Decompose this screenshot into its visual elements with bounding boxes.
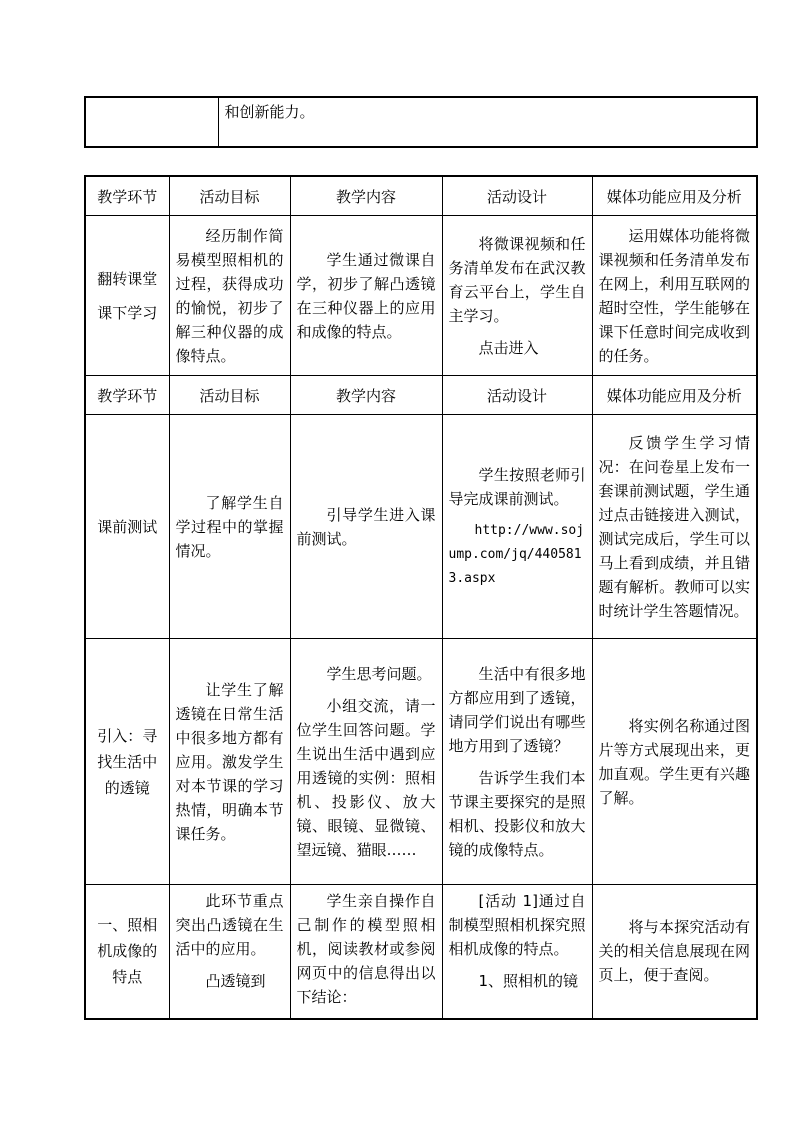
header-media: 媒体功能应用及分析 [592,176,757,216]
table-row [85,885,757,1019]
design-text: 1、照相机的镜 [478,972,579,990]
content-text: 学生亲自操作自己制作的模型照相机，阅读教材或参阅网页中的信息得出以下结论： [296,892,436,1006]
content-cell [290,415,442,639]
goal-text: 经历制作简易模型照相机的过程，获得成功的愉悦，初步了解三种仪器的成像特点。 [175,226,284,365]
stage-label: 翻转课堂课下学习 [97,269,158,322]
lesson-plan-table [84,175,758,1020]
content-cell [290,639,442,885]
design-cell [442,639,592,885]
header-content: 教学内容 [290,176,442,216]
table-row [85,97,757,147]
content-cell [290,216,442,376]
header-goal: 活动目标 [169,376,290,415]
table-header-row [85,176,757,216]
header-design: 活动设计 [442,376,592,415]
table-header-row [85,376,757,415]
media-cell [592,216,757,376]
media-text: 将实例名称通过图片等方式展现出来，更加直观。学生更有兴趣了解。 [598,716,750,807]
previous-table-fragment [84,96,758,148]
stage-label: 课前测试 [97,517,158,536]
design-cell [442,885,592,1019]
table-row [85,639,757,885]
goal-text: 让学生了解透镜在日常生活中很多地方都有应用。激发学生对本节课的学习热情，明确本节课任务。 [175,680,284,843]
goal-cell [169,885,290,1019]
goal-text: 此环节重点突出凸透镜在生活中的应用。 [175,892,284,958]
header-stage: 教学环节 [85,376,169,415]
stage-label: 引入：寻找生活中的透镜 [97,726,158,797]
header-goal: 活动目标 [169,176,290,216]
goal-text: 了解学生自学过程中的掌握情况。 [175,493,284,560]
media-text: 运用媒体功能将微课视频和任务清单发布在网上，利用互联网的超时空性，学生能够在课下任意时间完成收到的任务。 [598,226,750,365]
stage-cell [85,885,169,1019]
table-cell [85,97,218,147]
content-text: 学生通过微课自学，初步了解凸透镜在三种仪器上的应用和成像的特点。 [296,250,436,341]
design-text: [活动 1]通过自制模型照相机探究照相机成像的特点。 [448,892,586,958]
table-row [85,216,757,376]
design-cell [442,415,592,639]
content-cell [290,885,442,1019]
quiz-link[interactable]: http://www.sojump.com/jq/4405813.aspx [448,522,585,586]
design-cell [442,216,592,376]
goal-text: 凸透镜到 [205,972,266,990]
design-text: 学生按照老师引导完成课前测试。 [448,465,586,508]
media-text: 反馈学生学习情况：在问卷星上发布一套课前测试题，学生通过点击链接进入测试，测试完成后，学生可以马上看到成绩，并且错题有解析。教师可以实时统计学生答题情况。 [598,433,750,620]
design-text: 生活中有很多地方都应用到了透镜，请同学们说出有哪些地方用到了透镜？ [448,664,586,755]
design-text: 将微课视频和任务清单发布在武汉教育云平台上，学生自主学习。 [448,234,586,325]
header-stage: 教学环节 [85,176,169,216]
content-text: 小组交流，请一位学生回答问题。学生说出生活中遇到应用透镜的实例：照相机、投影仪、放大镜、眼镜、显微镜、望远镜、猫眼…… [296,696,436,859]
media-cell [592,885,757,1019]
table-cell: 和创新能力。 [218,97,757,147]
stage-cell [85,639,169,885]
media-cell [592,415,757,639]
enter-link[interactable]: 点击进入 [478,338,539,357]
goal-cell [169,415,290,639]
stage-cell [85,415,169,639]
stage-label: 一、照相机成像的特点 [97,916,158,987]
media-text: 将与本探究活动有关的相关信息展现在网页上，便于查阅。 [598,918,750,985]
header-design: 活动设计 [442,176,592,216]
header-content: 教学内容 [290,376,442,415]
media-cell [592,639,757,885]
header-media: 媒体功能应用及分析 [592,376,757,415]
table-row [85,415,757,639]
content-text: 学生思考问题。 [326,664,432,683]
design-text: 告诉学生我们本节课主要探究的是照相机、投影仪和放大镜的成像特点。 [448,768,586,859]
stage-cell [85,216,169,376]
goal-cell [169,216,290,376]
goal-cell [169,639,290,885]
content-text: 引导学生进入课前测试。 [296,505,436,548]
